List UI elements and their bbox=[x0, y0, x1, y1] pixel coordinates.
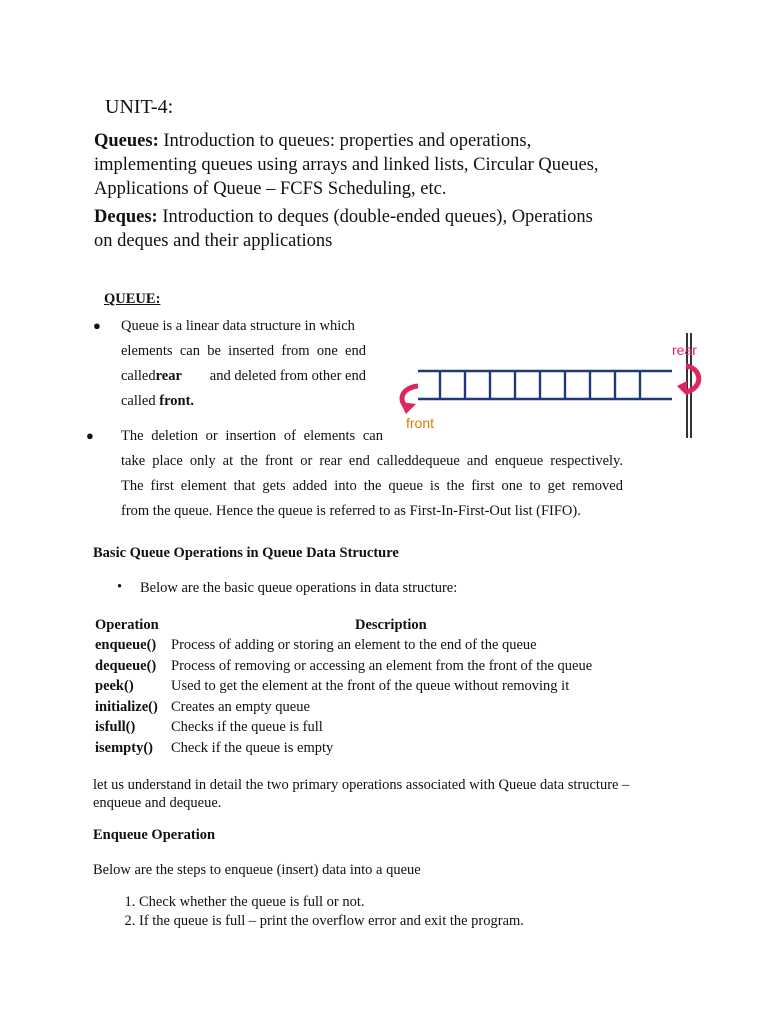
operations-heading: Basic Queue Operations in Queue Data Structure bbox=[93, 545, 399, 561]
intro-queues-line-2: implementing queues using arrays and linked lists, Circular Queues, bbox=[94, 155, 599, 175]
operations-bullet: Below are the basic queue operations in data structure: bbox=[140, 580, 458, 596]
table-cell-operation: isempty() bbox=[95, 739, 153, 756]
queue-cells bbox=[418, 371, 672, 399]
queue-heading: QUEUE: bbox=[104, 291, 161, 307]
bullet1-line-3: calledrear and deleted from other end bbox=[121, 368, 366, 384]
bullet1-line-2: elements can be inserted from one end bbox=[121, 343, 366, 359]
table-cell-description: Check if the queue is empty bbox=[171, 739, 334, 756]
description-column-header: Description bbox=[355, 616, 427, 633]
bullet-dot-icon: ● bbox=[93, 318, 101, 333]
front-arrow-head-icon bbox=[400, 402, 416, 414]
intro-deques-label: Deques: bbox=[94, 207, 158, 227]
enqueue-heading: Enqueue Operation bbox=[93, 827, 216, 843]
intro-queues-line-3: Applications of Queue – FCFS Scheduling, etc. bbox=[94, 179, 447, 199]
queue-diagram bbox=[390, 328, 710, 440]
bullet1-line-4: called front. bbox=[121, 393, 195, 409]
table-cell-operation: dequeue() bbox=[95, 657, 157, 674]
bullet2-line-1: The deletion or insertion of elements can bbox=[121, 428, 383, 444]
bullet2-line-4: from the queue. Hence the queue is referred to as First-In-First-Out list (FIFO). bbox=[121, 503, 581, 519]
table-row bbox=[93, 738, 592, 759]
front-label: front bbox=[406, 415, 435, 431]
table-header-row bbox=[93, 615, 592, 636]
table-cell-operation: initialize() bbox=[95, 698, 158, 715]
table-cell-operation: peek() bbox=[95, 678, 134, 695]
operations-table bbox=[93, 615, 592, 759]
bullet-dot-icon: ● bbox=[86, 428, 94, 443]
bullet-dot-icon: • bbox=[117, 579, 123, 595]
rear-arrow-icon bbox=[686, 366, 699, 392]
intro-queues-label: Queues: bbox=[94, 131, 159, 151]
table-cell-description: Process of removing or accessing an element from the front of the queue bbox=[171, 657, 593, 674]
bullet1-line-1: Queue is a linear data structure in which bbox=[121, 318, 355, 334]
operations-summary bbox=[93, 776, 683, 812]
table-row bbox=[93, 636, 592, 657]
enqueue-intro: Below are the steps to enqueue (insert) data into a queue bbox=[93, 862, 421, 878]
unit-title: UNIT-4: bbox=[105, 96, 174, 118]
table-row bbox=[93, 656, 592, 677]
table-cell-description: Process of adding or storing an element to the end of the queue bbox=[171, 637, 537, 654]
intro-deques-line-2: on deques and their applications bbox=[94, 231, 333, 251]
intro-queues-line-1: Queues: Introduction to queues: properties and operations, bbox=[94, 131, 532, 151]
table-cell-description: Creates an empty queue bbox=[171, 698, 310, 715]
bullet2-line-3: The first element that gets added into the queue is the first one to get removed bbox=[121, 478, 623, 494]
table-cell-operation: isfull() bbox=[95, 719, 136, 736]
list-item: 2. If the queue is full – print the overflow error and exit the program. bbox=[139, 912, 524, 931]
bullet2-line-2: take place only at the front or rear end calleddequeue and enqueue respectively. bbox=[121, 453, 623, 469]
table-cell-description: Checks if the queue is full bbox=[171, 719, 323, 736]
operation-column-header: Operation bbox=[95, 616, 159, 633]
intro-deques bbox=[94, 205, 684, 253]
table-row bbox=[93, 697, 592, 718]
intro-queues bbox=[94, 129, 684, 201]
rear-arrow-head-icon bbox=[677, 381, 687, 396]
rear-label: rear bbox=[672, 342, 697, 358]
enqueue-steps bbox=[93, 893, 524, 931]
table-cell-operation: enqueue() bbox=[95, 637, 157, 654]
operations-summary-line-2: enqueue and dequeue. bbox=[93, 795, 222, 811]
intro-deques-line-1: Deques: Introduction to deques (double-ended queues), Operations bbox=[94, 207, 593, 227]
table-row bbox=[93, 677, 592, 698]
list-item: 1. Check whether the queue is full or not. bbox=[139, 893, 524, 912]
operations-summary-line-1: let us understand in detail the two primary operations associated with Queue data structure – bbox=[93, 777, 630, 793]
table-cell-description: Used to get the element at the front of the queue without removing it bbox=[171, 678, 570, 695]
table-row bbox=[93, 718, 592, 739]
